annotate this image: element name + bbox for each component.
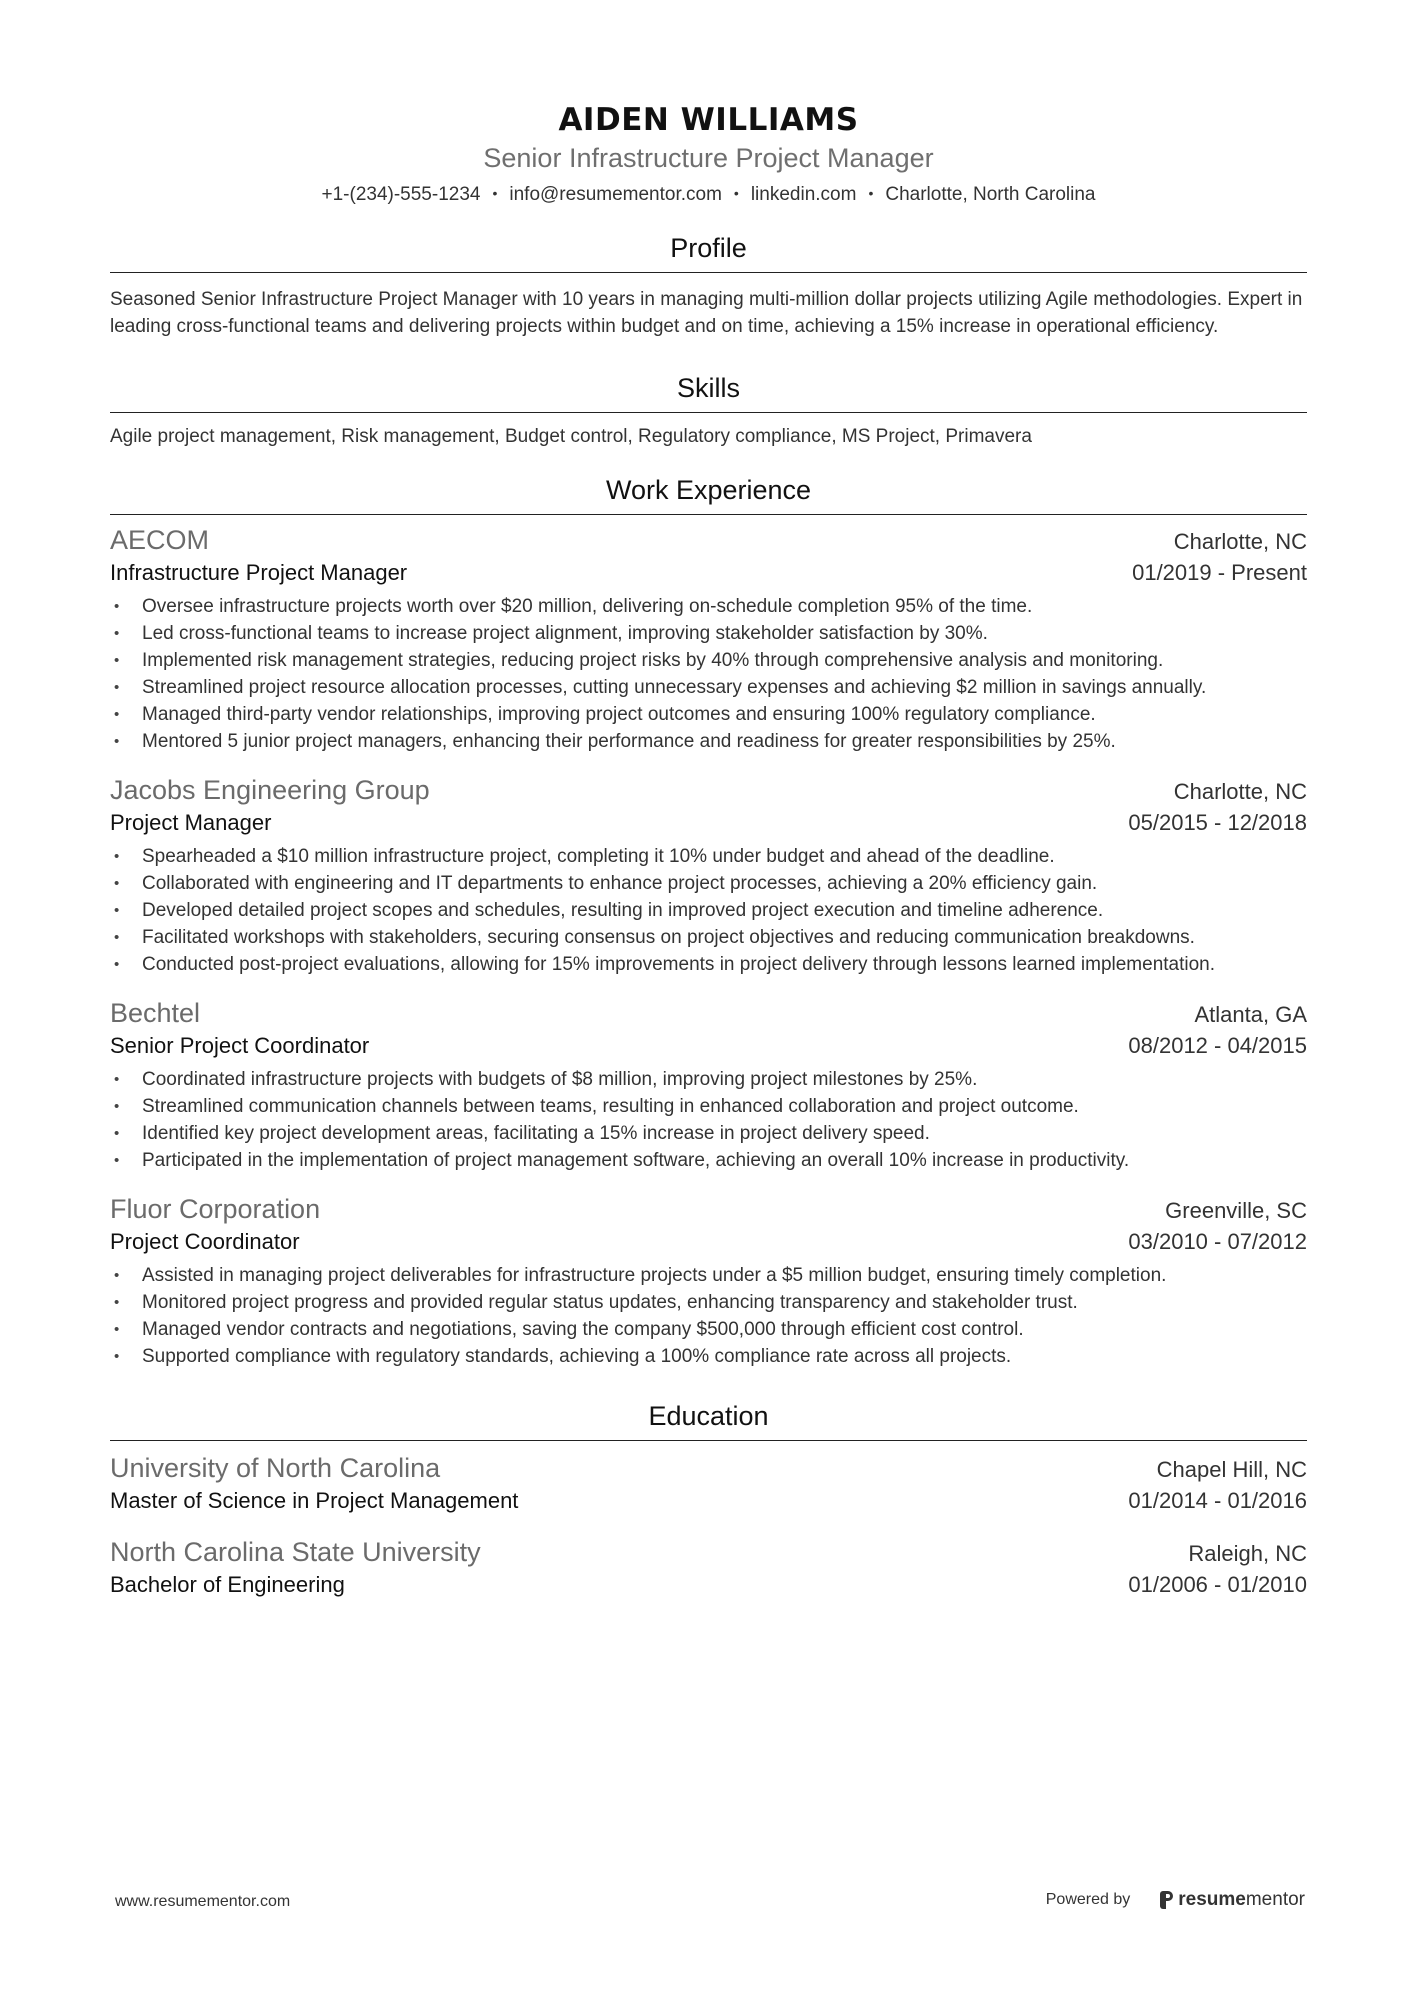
job-bullet: • Developed detailed project scopes and schedules, resulting in improved project execution and timeline adherence. [142, 897, 1307, 924]
brand-logo[interactable] [1160, 1889, 1305, 1911]
resume-page [110, 100, 1307, 1601]
job-role: Infrastructure Project Manager [110, 560, 408, 585]
education-location: Raleigh, NC [1188, 1541, 1307, 1566]
job-subheader [110, 807, 1307, 839]
job-location: Atlanta, GA [1194, 1002, 1307, 1027]
job-header [110, 1192, 1307, 1226]
contact-email[interactable]: info@resumementor.com [509, 184, 722, 205]
resume-header [110, 100, 1307, 208]
education-school: University of North Carolina [110, 1453, 441, 1483]
job-bullet: • Mentored 5 junior project managers, enhancing their performance and readiness for greater responsibilities by 25%. [142, 728, 1307, 755]
job-location: Charlotte, NC [1173, 779, 1307, 804]
education-entry [110, 1451, 1307, 1517]
job-bullet: • Participated in the implementation of project management software, achieving an overall 10% increase in productivity. [142, 1147, 1307, 1174]
skills-section [110, 370, 1307, 450]
job-header [110, 773, 1307, 807]
job-bullet: • Managed vendor contracts and negotiations, saving the company $500,000 through efficient cost control. [142, 1316, 1307, 1343]
job-entry [110, 996, 1307, 1174]
separator-dot: • [868, 185, 874, 201]
education-dates: 01/2006 - 01/2010 [1128, 1572, 1307, 1597]
job-bullet: • Led cross-functional teams to increase project alignment, improving stakeholder satisfaction by 30%. [142, 620, 1307, 647]
job-header [110, 996, 1307, 1030]
job-bullet: • Spearheaded a $10 million infrastructure project, completing it 10% under budget and ahead of the deadline. [142, 843, 1307, 870]
education-heading: Education [110, 1398, 1307, 1441]
job-dates: 01/2019 - Present [1132, 560, 1307, 585]
job-bullet: • Streamlined communication channels between teams, resulting in enhanced collaboration and project outcome. [142, 1093, 1307, 1120]
job-entry [110, 523, 1307, 755]
job-dates: 08/2012 - 04/2015 [1128, 1033, 1307, 1058]
job-bullet: • Managed third-party vendor relationships, improving project outcomes and ensuring 100% regulatory compliance. [142, 701, 1307, 728]
job-subheader [110, 1226, 1307, 1258]
education-dates: 01/2014 - 01/2016 [1128, 1488, 1307, 1513]
job-bullet: • Monitored project progress and provided regular status updates, enhancing transparency and stakeholder trust. [142, 1289, 1307, 1316]
job-bullet: • Oversee infrastructure projects worth over $20 million, delivering on-schedule completion 95% of the time. [142, 593, 1307, 620]
job-header [110, 523, 1307, 557]
job-bullet: • Facilitated workshops with stakeholders, securing consensus on project objectives and reducing communication breakdowns. [142, 924, 1307, 951]
job-entry [110, 1192, 1307, 1370]
brand-name-part2: mentor [1245, 1889, 1305, 1910]
separator-dot: • [492, 185, 498, 201]
job-location: Charlotte, NC [1173, 529, 1307, 554]
job-bullets [110, 1066, 1307, 1174]
education-degree: Bachelor of Engineering [110, 1572, 345, 1597]
job-company: Jacobs Engineering Group [110, 775, 430, 805]
job-location: Greenville, SC [1165, 1198, 1307, 1223]
job-bullets [110, 843, 1307, 978]
candidate-name: AIDEN WILLIAMS [558, 102, 859, 138]
education-header [110, 1451, 1307, 1485]
separator-dot: • [733, 185, 739, 201]
education-subheader [110, 1569, 1307, 1601]
job-role: Senior Project Coordinator [110, 1033, 370, 1058]
skills-heading: Skills [110, 370, 1307, 413]
contact-phone: +1-(234)-555-1234 [321, 184, 481, 205]
education-entry [110, 1535, 1307, 1601]
job-bullet: • Supported compliance with regulatory standards, achieving a 100% compliance rate across all projects. [142, 1343, 1307, 1370]
experience-section [110, 472, 1307, 1370]
candidate-title: Senior Infrastructure Project Manager [483, 143, 934, 173]
footer-website[interactable]: www.resumementor.com [115, 1893, 291, 1910]
education-section [110, 1398, 1307, 1601]
job-company: Bechtel [110, 998, 201, 1028]
education-subheader [110, 1485, 1307, 1517]
job-subheader [110, 557, 1307, 589]
job-bullet: • Coordinated infrastructure projects with budgets of $8 million, improving project milestones by 25%. [142, 1066, 1307, 1093]
profile-text: Seasoned Senior Infrastructure Project Manager with 10 years in managing multi-million dollar projects utilizing Agile methodologies. Expert in leading cross-functional teams and delivering projects within budget and on time, achieving a 15% increase in operational efficiency. [110, 289, 1303, 337]
education-location: Chapel Hill, NC [1156, 1457, 1307, 1482]
job-bullet: • Conducted post-project evaluations, allowing for 15% improvements in project delivery through lessons learned implementation. [142, 951, 1307, 978]
job-dates: 05/2015 - 12/2018 [1128, 810, 1307, 835]
job-bullet: • Identified key project development areas, facilitating a 15% increase in project delivery speed. [142, 1120, 1307, 1147]
profile-section [110, 230, 1307, 340]
skills-text: Agile project management, Risk management, Budget control, Regulatory compliance, MS Project, Primavera [110, 426, 1032, 447]
job-dates: 03/2010 - 07/2012 [1128, 1229, 1307, 1254]
job-bullet: • Assisted in managing project deliverables for infrastructure projects under a $5 million budget, ensuring timely completion. [142, 1262, 1307, 1289]
footer-branding [1046, 1889, 1305, 1911]
brand-logo-icon [1160, 1891, 1174, 1909]
experience-heading: Work Experience [110, 472, 1307, 515]
contact-line [110, 180, 1307, 208]
brand-name-part1: resume [1178, 1889, 1246, 1910]
job-role: Project Manager [110, 810, 272, 835]
education-header [110, 1535, 1307, 1569]
job-company: AECOM [110, 525, 210, 555]
job-role: Project Coordinator [110, 1229, 300, 1254]
job-entry [110, 773, 1307, 978]
job-bullets [110, 593, 1307, 755]
education-degree: Master of Science in Project Management [110, 1488, 519, 1513]
powered-by-label: Powered by [1045, 1891, 1131, 1908]
job-company: Fluor Corporation [110, 1194, 321, 1224]
job-bullet: • Streamlined project resource allocation processes, cutting unnecessary expenses and achieving $2 million in savings annually. [142, 674, 1307, 701]
job-bullet: • Collaborated with engineering and IT departments to enhance project processes, achieving a 20% efficiency gain. [142, 870, 1307, 897]
contact-location: Charlotte, North Carolina [885, 184, 1096, 205]
job-subheader [110, 1030, 1307, 1062]
contact-linkedin[interactable]: linkedin.com [750, 184, 857, 205]
education-school: North Carolina State University [110, 1537, 481, 1567]
job-bullets [110, 1262, 1307, 1370]
profile-heading: Profile [110, 230, 1307, 273]
job-bullet: • Implemented risk management strategies, reducing project risks by 40% through comprehensive analysis and monitoring. [142, 647, 1307, 674]
